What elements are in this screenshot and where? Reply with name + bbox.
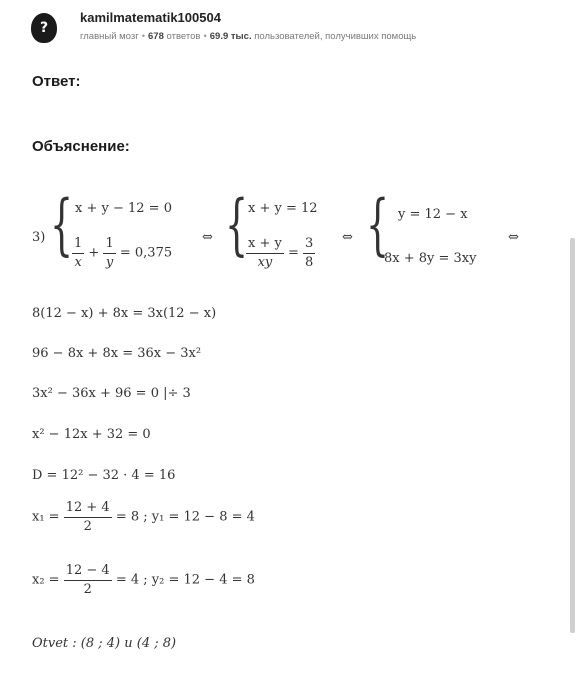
equivalence-symbol: ⇔ bbox=[508, 230, 519, 245]
equivalence-symbol: ⇔ bbox=[202, 230, 213, 245]
step-discriminant: D = 12² − 32 · 4 = 16 bbox=[32, 468, 176, 483]
system-brace: { bbox=[50, 186, 74, 263]
system1-equation2: $\frac{1}{x}$ + $\frac{1}{y}$ = 0,375 bbox=[74, 236, 173, 270]
answer-heading: Ответ: bbox=[32, 73, 81, 90]
system-brace: { bbox=[366, 186, 390, 263]
root-x1-line: x₁ = $\frac{12 + 4}{2}$ = 8 ; y₁ = 12 − 8 = 4 bbox=[32, 500, 255, 534]
system3-equation1: y = 12 − x bbox=[398, 207, 468, 222]
system2-equation1: x + y = 12 bbox=[248, 201, 318, 216]
root-x2-line: x₂ = $\frac{12 - 4}{2}$ = 4 ; y₂ = 12 − 4 = 8 bbox=[32, 563, 255, 597]
answers-label: ответов bbox=[166, 31, 201, 42]
helped-label: пользователей, получивших помощь bbox=[254, 31, 417, 42]
answers-count: 678 bbox=[148, 31, 164, 42]
helped-count: 69.9 тыс. bbox=[209, 31, 252, 42]
step-expand: 96 − 8x + 8x = 36x − 3x² bbox=[32, 346, 202, 361]
final-answer: Otvet : (8 ; 4) u (4 ; 8) bbox=[32, 636, 177, 651]
system1-equation1: x + y − 12 = 0 bbox=[75, 201, 172, 216]
answer-author-header bbox=[0, 0, 576, 60]
system2-equation2: $\frac{x + y}{xy}$ = $\frac{3}{8}$ bbox=[248, 236, 314, 270]
system-brace: { bbox=[225, 186, 249, 263]
problem-number: 3) bbox=[32, 230, 46, 245]
explanation-heading: Объяснение: bbox=[32, 138, 130, 155]
step-reduced: x² − 12x + 32 = 0 bbox=[32, 427, 151, 442]
author-username[interactable]: kamilmatematik100504 bbox=[80, 10, 221, 25]
equivalence-symbol: ⇔ bbox=[342, 230, 353, 245]
step-quadratic: 3x² − 36x + 96 = 0 |÷ 3 bbox=[32, 386, 191, 401]
page-scrollbar[interactable] bbox=[570, 238, 575, 633]
author-rank: главный мозг bbox=[80, 31, 139, 42]
avatar-question-icon: ? bbox=[39, 20, 49, 36]
author-stats: главный мозг • 678 ответов • 69.9 тыс. пользователей, получивших помощь bbox=[80, 31, 417, 42]
system3-equation2: 8x + 8y = 3xy bbox=[384, 251, 477, 266]
step-substitution: 8(12 − x) + 8x = 3x(12 − x) bbox=[32, 306, 217, 321]
user-avatar[interactable] bbox=[31, 13, 57, 43]
